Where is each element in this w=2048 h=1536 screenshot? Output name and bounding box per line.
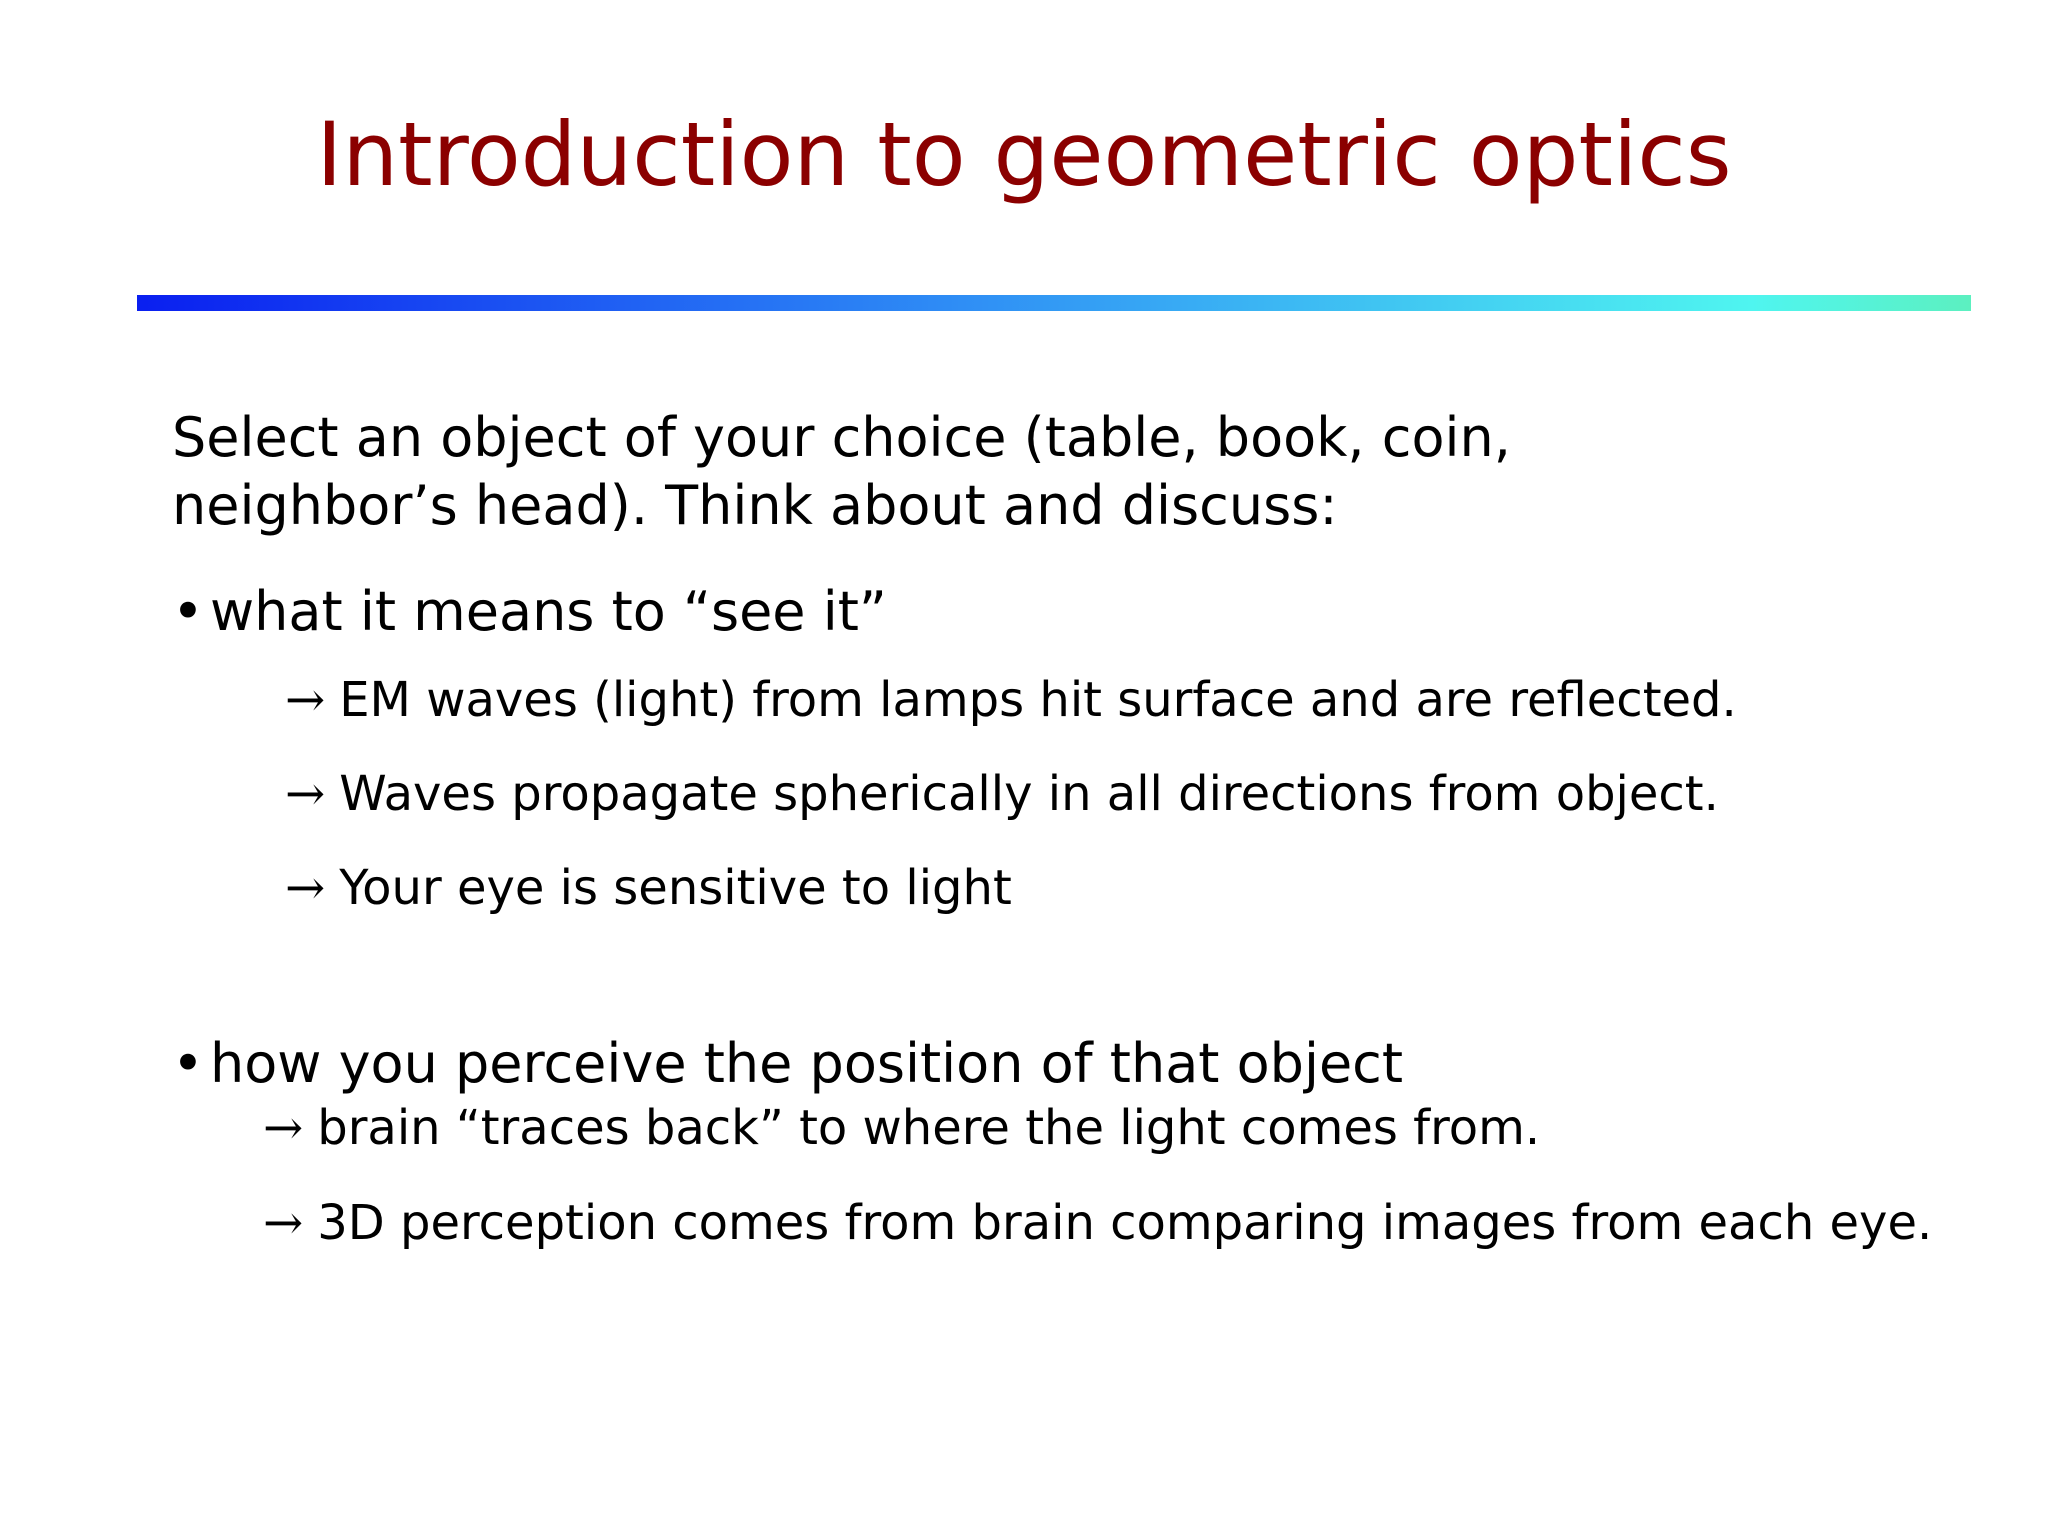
intro-paragraph (172, 404, 1952, 540)
bullet-text: what it means to “see it” (210, 580, 887, 643)
sub-item-text: Your eye is sensitive to light (339, 860, 1012, 916)
bullet-marker: • (172, 580, 204, 643)
bullet-text: how you perceive the position of that object (210, 1032, 1404, 1095)
sub-item-text: 3D perception comes from brain comparing images from each eye. (317, 1195, 1933, 1251)
arrow-icon: → (285, 672, 326, 728)
sub-item (285, 670, 1737, 730)
arrow-icon: → (285, 766, 326, 822)
sub-item (263, 1193, 1932, 1253)
sub-item (285, 764, 1719, 824)
sub-item-text: EM waves (light) from lamps hit surface and are reflected. (339, 672, 1737, 728)
arrow-icon: → (263, 1195, 304, 1251)
sub-item-text: Waves propagate spherically in all directions from object. (339, 766, 1719, 822)
bullet-position (172, 1030, 1403, 1098)
title-divider (137, 295, 1971, 311)
arrow-icon: → (285, 860, 326, 916)
sub-item (285, 858, 1012, 918)
slide-title: Introduction to geometric optics (316, 103, 1732, 206)
intro-line: neighbor’s head). Think about and discuss: (172, 474, 1338, 537)
intro-line: Select an object of your choice (table, book, coin, (172, 406, 1511, 469)
bullet-marker: • (172, 1032, 204, 1095)
bullet-see-it (172, 578, 887, 646)
sub-item-text: brain “traces back” to where the light comes from. (317, 1100, 1541, 1156)
arrow-icon: → (263, 1100, 304, 1156)
sub-item (263, 1098, 1540, 1158)
